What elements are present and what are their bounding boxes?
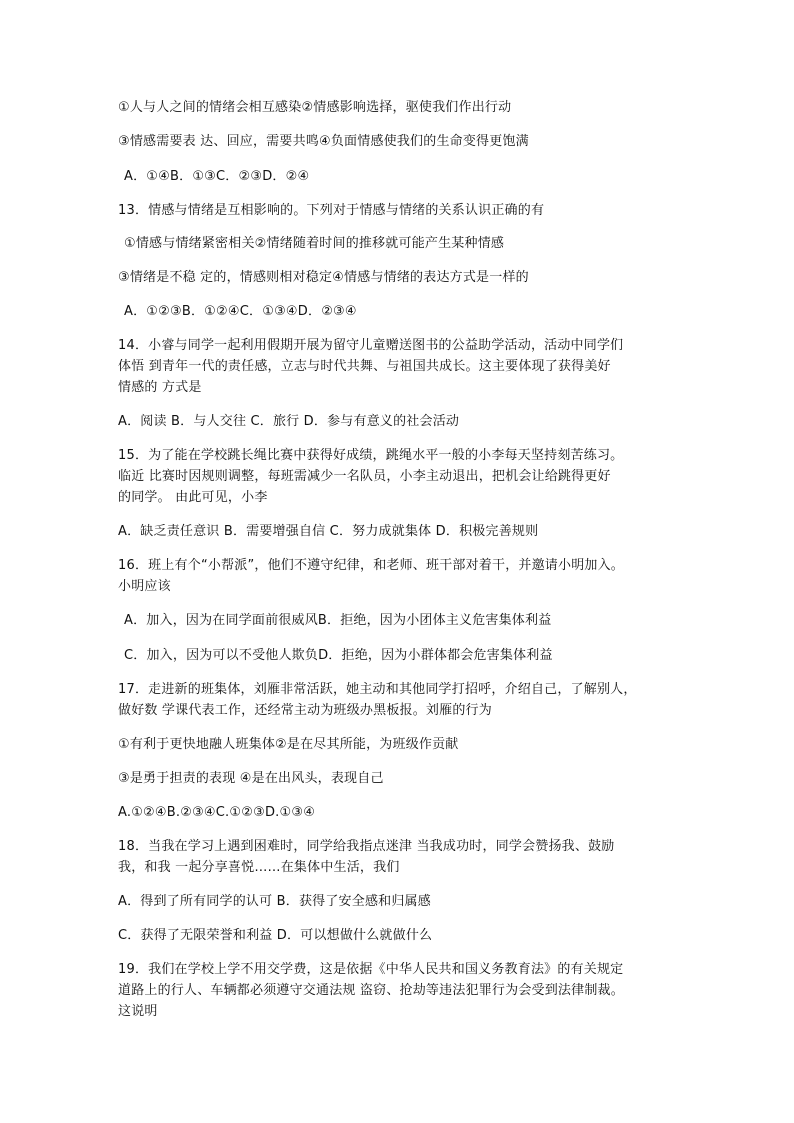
question-15-cont: 临近 比赛时因规则调整，每班需减少一名队员，小李主动退出，把机会让给跳得更好 [118, 469, 611, 484]
question-16-cont: 小明应该 [118, 579, 171, 594]
question-15-cont: 的同学。 由此可见，小李 [118, 490, 268, 505]
statement-line: ①人与人之间的情绪会相互感染②情感影响选择，驱使我们作出行动 [118, 100, 512, 115]
statement-line: ③是勇于担责的表现 ④是在出风头，表现自己 [118, 771, 384, 786]
question-17-cont: 做好数 学课代表工作，还经常主动为班级办黑板报。刘雁的行为 [118, 703, 492, 718]
answer-options: C．获得了无限荣誉和利益 D．可以想做什么就做什么 [118, 928, 433, 943]
question-19-cont: 道路上的行人、车辆都必须遵守交通法规 盗窃、抢劫等违法犯罪行为会受到法律制裁。 [118, 983, 624, 998]
answer-options: A．缺乏责任意识 B．需要增强自信 C．努力成就集体 D．积极完善规则 [118, 524, 539, 539]
answer-options: A．阅读 B．与人交往 C．旅行 D．参与有意义的社会活动 [118, 414, 460, 429]
question-15: 15．为了能在学校跳长绳比赛中获得好成绩，跳绳水平一般的小李每天坚持刻苦练习。 [118, 448, 624, 463]
question-19: 19．我们在学校上学不用交学费，这是依据《中华人民共和国义务教育法》的有关规定 [118, 962, 624, 977]
answer-options: A．①②③B．①②④C．①③④D．②③④ [124, 304, 357, 319]
question-14-cont: 情感的 方式是 [118, 380, 202, 395]
answer-options: A．加入，因为在同学面前很威风B．拒绝，因为小团体主义危害集体利益 [124, 613, 552, 628]
statement-line: ③情感需要表 达、回应，需要共鸣④负面情感使我们的生命变得更饱满 [118, 134, 529, 149]
question-16: 16．班上有个“小帮派”，他们不遵守纪律，和老师、班干部对着干，并邀请小明加入。 [118, 558, 625, 573]
answer-options: A．①④B．①③C．②③D．②④ [124, 169, 310, 184]
question-14-cont: 体悟 到青年一代的责任感，立志与时代共舞、与祖国共成长。这主要体现了获得美好 [118, 359, 611, 374]
question-13: 13．情感与情绪是互相影响的。下列对于情感与情绪的关系认识正确的有 [118, 203, 545, 218]
answer-options: A．得到了所有同学的认可 B．获得了安全感和归属感 [118, 894, 431, 909]
question-14: 14．小睿与同学一起利用假期开展为留守儿童赠送图书的公益助学活动，活动中同学们 [118, 338, 624, 353]
question-17: 17．走进新的班集体，刘雁非常活跃，她主动和其他同学打招呼，介绍自己，了解别人， [118, 682, 637, 697]
answer-options: C．加入，因为可以不受他人欺负D．拒绝，因为小群体都会危害集体利益 [124, 648, 553, 663]
question-19-cont: 这说明 [118, 1004, 158, 1019]
question-18: 18．当我在学习上遇到困难时，同学给我指点迷津 当我成功时，同学会赞扬我、鼓励 [118, 839, 615, 854]
answer-options: A.①②④B.②③④C.①②③D.①③④ [118, 805, 316, 820]
statement-line: ①有利于更快地融人班集体②是在尽其所能，为班级作贡献 [118, 737, 459, 752]
question-18-cont: 我，和我 一起分享喜悦……在集体中生活，我们 [118, 860, 400, 875]
statement-line: ①情感与情绪紧密相关②情绪随着时间的推移就可能产生某种情感 [124, 236, 505, 251]
statement-line: ③情绪是不稳 定的，情感则相对稳定④情感与情绪的表达方式是一样的 [118, 270, 529, 285]
